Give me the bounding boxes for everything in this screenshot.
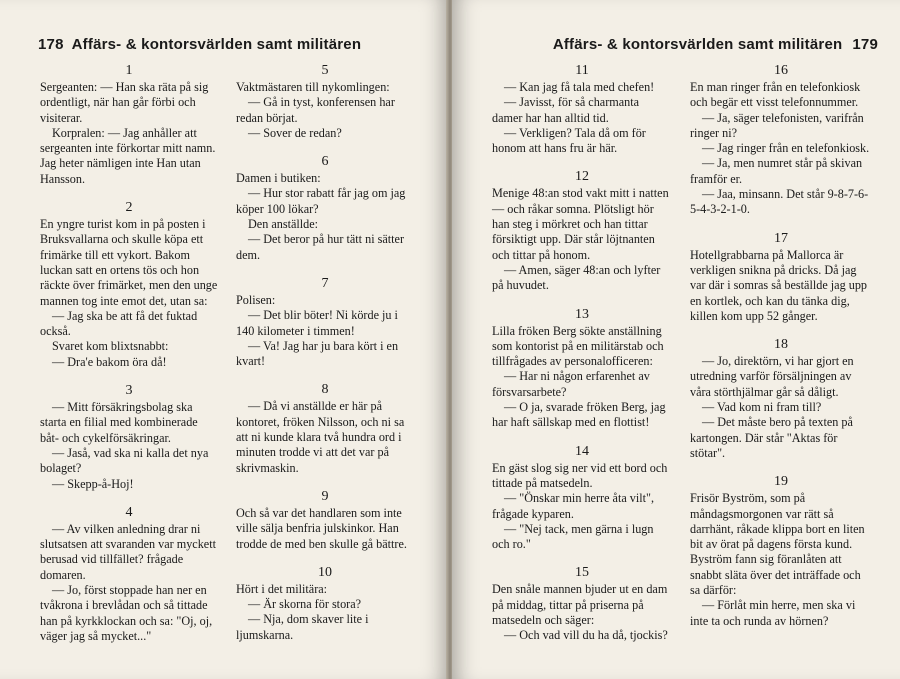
joke-spacer [236,141,414,153]
right-page [452,0,900,679]
joke-number: 2 [125,200,133,216]
joke-spacer [236,552,414,564]
joke-line: — Jag ringer från en telefonkiosk. [702,141,870,156]
joke-line: En man ringer från en telefonkiosk och begär ett visst telefonnummer. [690,80,861,110]
joke-17 [690,230,872,324]
joke-line: — Då vi anställde er här på kontoret, fröken Nilsson, och ni sa att ni kunde klara två hundra ord i minuten trodde vi att det var på skrivmaskin. [236,399,405,475]
joke-line: Damen i butiken: [236,171,321,186]
joke-number: 13 [575,306,589,322]
joke-line: Hört i det militära: [236,581,328,596]
joke-line: Menige 48:an stod vakt mitt i natten — och råkar somna. Plötsligt hör han steg i mörkret och han tittar försiktigt upp. Där står löjtnanten och tittar på honom. [492,186,669,262]
joke-number: 11 [575,63,589,78]
joke-line: — Det måste bero på texten på kartongen. Där står "Aktas för stötar". [690,415,853,460]
joke-line: Korpralen: — Jag anhåller att sergeanten inte förkortar mitt namn. Jag heter nämligen inte Han utan Hansson. [40,125,216,186]
joke-spacer [236,476,414,488]
joke-line: Den anställde: [248,217,319,232]
joke-line: — Det beror på hur tätt ni sätter dem. [236,232,405,262]
joke-5 [236,62,414,141]
joke-spacer [236,263,414,275]
joke-line: — Av vilken anledning drar ni slutsatsen att svaranden var myckett berusad vid tillfället? frågade domaren. [40,521,216,582]
joke-2 [40,199,218,370]
joke-spacer [492,156,672,168]
joke-4 [40,504,218,644]
joke-line: — Mitt försäkringsbolag ska starta en filial med kombinerade båt- och cykelförsäkringar. [40,400,198,445]
joke-line: — Sover de redan? [248,125,342,140]
joke-line: — O ja, svarade fröken Berg, jag har haft sällskap med en flottist! [492,400,666,430]
joke-line: — Jag ska be att få det fuktad också. [40,308,198,339]
joke-line: — Nja, dom skaver lite i ljumskarna. [236,612,369,642]
left-header-title: Affärs- & kontorsvärlden samt militären [71,36,362,53]
joke-11 [492,62,672,156]
joke-line: En yngre turist kom in på posten i Bruksvallarna och skulle köpa ett frimärke till ett vykort. Bakom luckan satt en ortens tös och hon räckte över frimärket, men den unge mannen tog inte emot det, utan sa: [40,217,218,308]
joke-line: — Dra'e bakom öra då! [52,354,167,369]
joke-13 [492,306,672,431]
joke-number: 5 [321,63,329,78]
joke-number: 6 [321,154,329,170]
joke-line: — Jaså, vad ska ni kalla det nya bolaget? [40,445,209,476]
joke-line: — Amen, säger 48:an och lyfter på huvudet. [492,262,661,293]
joke-line: — Har ni någon erfarenhet av försvarsarbete? [492,369,650,399]
joke-6 [236,153,414,263]
joke-line: Vaktmästaren till nykomlingen: [236,80,390,94]
joke-line: — Va! Jag har ju bara kört i en kvart! [236,338,399,369]
joke-1 [40,62,218,187]
left-page [0,0,448,679]
joke-12 [492,168,672,293]
joke-spacer [40,492,218,504]
joke-number: 10 [318,564,332,580]
joke-line: Hotellgrabbarna på Mallorca är verkligen snikna på dricks. Då jag var där i somras så beställde jag upp en kortlek, och kan du tänka dig, killen kom upp 52 gånger. [690,247,868,323]
joke-line: En gäst slog sig ner vid ett bord och tittade på matsedeln. [492,460,668,490]
joke-spacer [690,461,872,473]
joke-line: Den snåle mannen bjuder ut en dam på middag, tittar på priserna på matsedeln och säger: [492,582,668,628]
right-page-number: 179 [852,36,878,53]
joke-number: 4 [125,504,133,520]
joke-line: Sergeanten: — Han ska räta på sig ordentligt, när han går förbi och visiterar. [40,80,209,125]
joke-8 [236,381,414,475]
joke-spacer [690,324,872,336]
left-page-header [38,36,361,53]
joke-line: Polisen: [236,292,276,307]
joke-line: Och så var det handlaren som inte ville sälja benfria julskinkor. Han trodde de med ben skulle gå bättre. [236,505,407,551]
joke-number: 19 [774,474,788,490]
joke-7 [236,275,414,369]
left-column-2 [236,62,414,643]
joke-line: Frisör Byström, som på måndagsmorgonen var rätt så darrhänt, råkade klippa bort en liten bit av örat på dagens första kund. Byström fann sig föranlåten att snabbt släta över det inträffade och sa därför: [690,491,865,598]
joke-line: Lilla fröken Berg sökte anställning som kontorist på en militärstab och tillfrågades av personalofficeren: [492,323,664,369]
joke-number: 18 [774,337,788,353]
joke-number: 7 [321,275,329,291]
joke-spacer [40,187,218,199]
joke-number: 8 [321,382,329,398]
joke-spacer [492,552,672,564]
joke-number: 15 [575,565,589,581]
joke-line: — Jo, först stoppade han ner en tvåkrona i brevlådan och så tittade han på kyrkklockan och sa: "Oj, oj, väger jag så mycket..." [40,583,213,643]
joke-line: — Vad kom ni fram till? [702,400,822,415]
joke-14 [492,443,672,553]
joke-line: — Javisst, för så charmanta damer har han alltid tid. [492,95,640,125]
joke-spacer [492,431,672,443]
joke-line: — Kan jag få tala med chefen! [504,80,655,94]
joke-16 [690,62,872,218]
joke-line: — Ja, säger telefonisten, varifrån ringer ni? [690,110,864,140]
joke-18 [690,336,872,461]
joke-line: — "Önskar min herre åta vilt", frågade kyparen. [492,491,655,521]
joke-number: 1 [125,63,133,78]
joke-number: 14 [575,443,589,459]
joke-spacer [236,369,414,381]
joke-line: — Hur stor rabatt får jag om jag köper 100 lökar? [236,186,406,216]
joke-15 [492,564,672,643]
joke-number: 9 [321,488,329,504]
joke-19 [690,473,872,629]
left-page-number: 178 [38,36,64,53]
joke-line: — Och vad vill du ha då, tjockis? [504,628,668,643]
joke-number: 16 [774,63,788,78]
right-column-1 [492,62,672,644]
joke-line: Svaret kom blixtsnabbt: [52,339,169,354]
joke-number: 3 [125,383,133,399]
left-column-1 [40,62,218,644]
joke-line: — "Nej tack, men gärna i lugn och ro." [492,521,654,552]
joke-10 [236,564,414,643]
joke-line: — Skepp-å-Hoj! [52,476,134,491]
joke-9 [236,488,414,552]
joke-line: — Gå in tyst, konferensen har redan börjat. [236,95,395,125]
joke-line: — Är skorna för stora? [248,597,362,612]
joke-line: — Förlåt min herre, men ska vi inte ta och runda av hörnen? [690,598,856,628]
joke-line: — Jo, direktörn, vi har gjort en utredning varför försäljningen av våra störthjälmar går så dåligt. [690,354,854,399]
joke-line: — Ja, men numret står på skivan framför er. [690,156,863,186]
joke-line: — Jaa, minsann. Det står 9-8-7-6-5-4-3-2-1-0. [690,187,869,217]
right-column-2 [690,62,872,629]
joke-spacer [40,370,218,382]
joke-spacer [492,294,672,306]
joke-spacer [690,218,872,230]
joke-number: 17 [774,230,788,246]
joke-3 [40,382,218,492]
joke-line: — Det blir böter! Ni körde ju i 140 kilometer i timmen! [236,308,398,338]
right-page-header [553,36,878,53]
right-header-title: Affärs- & kontorsvärlden samt militären [552,36,843,53]
joke-line: — Verkligen? Tala då om för honom att hans fru är här. [492,125,646,156]
joke-number: 12 [575,169,589,185]
